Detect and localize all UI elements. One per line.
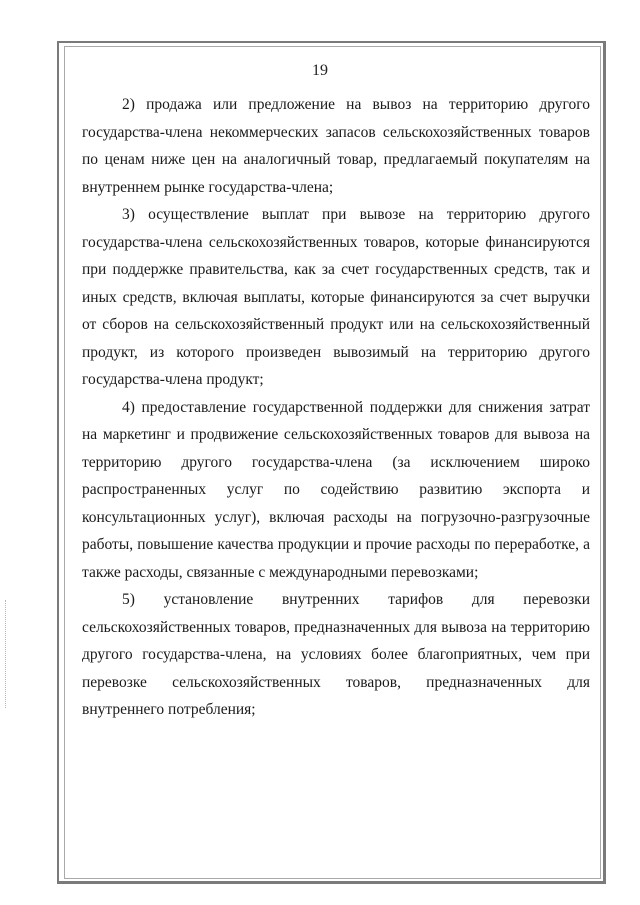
document-body bbox=[82, 91, 590, 724]
paragraph-item-2: 2) продажа или предложение на вывоз на территорию другого государства-члена некоммерческих запасов сельскохозяйственных товаров по ценам ниже цен на аналогичный товар, предлагаемый покупателям на внутреннем рынке государства-члена; bbox=[82, 96, 590, 196]
page-number: 19 bbox=[312, 62, 328, 79]
paragraph-item-3: 3) осуществление выплат при вывозе на территорию другого государства-члена сельскохозяйственных товаров, которые финансируются при поддержке правительства, как за счет государственных средств, так и иных средств, включая выплаты, которые финансируются за счет выручки от сборов на сельскохозяйственный продукт или на сельскохозяйственный продукт, из которого произведен вывозимый на территорию другого государства-члена продукт; bbox=[82, 206, 590, 388]
paragraph-item-5: 5) установление внутренних тарифов для перевозки сельскохозяйственных товаров, предназначенных для вывоза на территорию другого государства-члена, на условиях более благоприятных, чем при перевозке сельскохозяйственных товаров, предназначенных для внутреннего потребления; bbox=[82, 591, 590, 718]
paragraph-item-4: 4) предоставление государственной поддержки для снижения затрат на маркетинг и продвижение сельскохозяйственных товаров для вывоза на территорию другого государства-члена (за исключением широко распространенных услуг по содействию развитию экспорта и консультационных услуг), включая расходы на погрузочно-разгрузочные работы, повышение качества продукции и прочие расходы по переработке, а также расходы, связанные с международными перевозками; bbox=[82, 398, 590, 581]
scan-artifact bbox=[5, 600, 7, 708]
